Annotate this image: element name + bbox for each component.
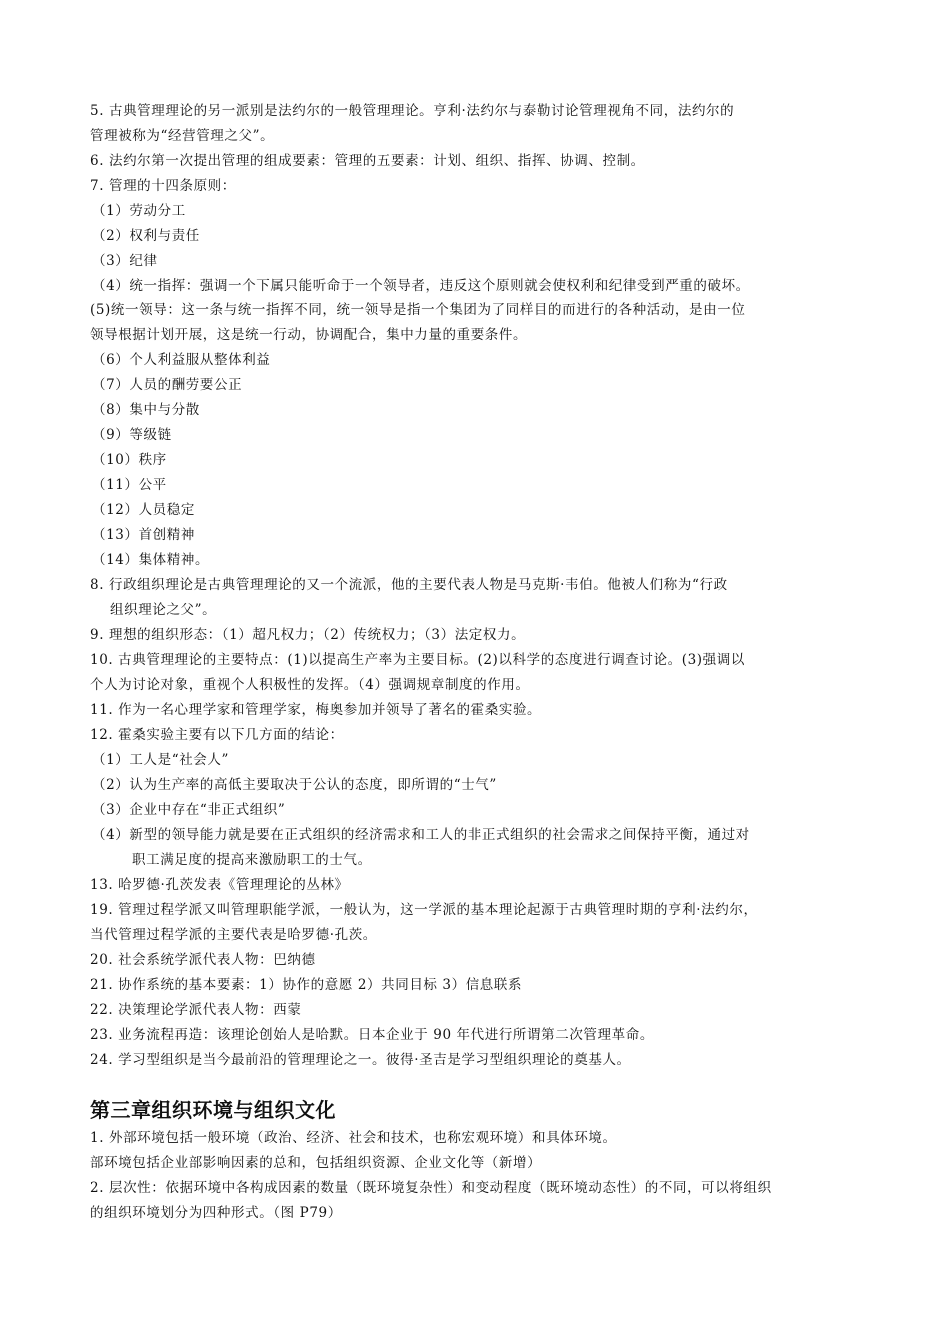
list-item: （11）公平 (92, 477, 167, 493)
text-line: 22. 决策理论学派代表人物：西蒙 (90, 1002, 302, 1018)
text-line: 部环境包括企业部影响因素的总和，包括组织资源、企业文化等（新增） (90, 1155, 542, 1171)
text-line: 职工满足度的提高来激励职工的士气。 (132, 852, 372, 868)
list-item: （12）人员稳定 (92, 502, 195, 518)
list-item: （7）人员的酬劳要公正 (92, 377, 243, 393)
list-item: （1）劳动分工 (92, 203, 186, 219)
list-item: （3）企业中存在“非正式组织” (92, 802, 286, 818)
list-item: （1）工人是“社会人” (92, 752, 229, 768)
list-item: （13）首创精神 (92, 527, 195, 543)
text-line: 1. 外部环境包括一般环境（政治、经济、社会和技术，也称宏观环境）和具体环境。 (90, 1130, 617, 1146)
list-item: （14）集体精神。 (92, 552, 210, 568)
list-item: （2）权利与责任 (92, 228, 200, 244)
text-line: 当代管理过程学派的主要代表是哈罗德·孔茨。 (90, 927, 377, 943)
text-line: 10. 古典管理理论的主要特点：(1)以提高生产率为主要目标。(2)以科学的态度进行调查讨论。(3)强调以 (90, 652, 745, 668)
list-item: (5)统一领导：这一条与统一指挥不同，统一领导是指一个集团为了同样目的而进行的各种活动，是由一位 (90, 302, 746, 318)
text-line: 个人为讨论对象，重视个人积极性的发挥。（4）强调规章制度的作用。 (90, 677, 530, 693)
list-item: （9）等级链 (92, 427, 172, 443)
list-item: （10）秩序 (92, 452, 167, 468)
text-line: 20. 社会系统学派代表人物：巴纳德 (90, 952, 316, 968)
text-line: 12. 霍桑实验主要有以下几方面的结论： (90, 727, 344, 743)
text-line: 管理被称为“经营管理之父”。 (90, 128, 275, 144)
chapter-title: 第三章组织环境与组织文化 (90, 1098, 336, 1122)
list-item: （8）集中与分散 (92, 402, 200, 418)
text-line: 8. 行政组织理论是古典管理理论的又一个流派，他的主要代表人物是马克斯·韦伯。他被人们称为“行政 (90, 577, 728, 593)
list-item: （2）认为生产率的高低主要取决于公认的态度，即所谓的“士气” (92, 777, 497, 793)
text-line: 11. 作为一名心理学家和管理学家，梅奥参加并领导了著名的霍桑实验。 (90, 702, 542, 718)
text-line: 21. 协作系统的基本要素：1）协作的意愿 2）共同目标 3）信息联系 (90, 977, 523, 993)
text-line: 6. 法约尔第一次提出管理的组成要素：管理的五要素：计划、组织、指挥、协调、控制。 (90, 153, 645, 169)
text-line: 13. 哈罗德·孔茨发表《管理理论的丛林》 (90, 877, 349, 893)
list-item: （3）纪律 (92, 253, 158, 269)
list-item: （6）个人利益服从整体利益 (92, 352, 271, 368)
list-item: （4）新型的领导能力就是要在正式组织的经济需求和工人的非正式组织的社会需求之间保持平衡，通过对 (92, 827, 750, 843)
text-line: 24. 学习型组织是当今最前沿的管理理论之一。彼得·圣吉是学习型组织理论的奠基人。 (90, 1052, 631, 1068)
text-line: 7. 管理的十四条原则： (90, 178, 236, 194)
text-line: 19. 管理过程学派又叫管理职能学派，一般认为，这一学派的基本理论起源于古典管理时期的亨利·法约尔， (90, 902, 758, 918)
text-line: 2. 层次性：依据环境中各构成因素的数量（既环境复杂性）和变动程度（既环境动态性）的不同，可以将组织 (90, 1180, 772, 1196)
text-line: 9. 理想的组织形态：（1）超凡权力；（2）传统权力；（3）法定权力。 (90, 627, 526, 643)
text-line: 组织理论之父”。 (110, 602, 217, 618)
text-line: 23. 业务流程再造：该理论创始人是哈默。日本企业于 90 年代进行所谓第二次管理革命。 (90, 1027, 654, 1043)
text-line: 的组织环境划分为四种形式。（图 P79） (90, 1205, 342, 1221)
text-line: 5. 古典管理理论的另一派别是法约尔的一般管理理论。亨利·法约尔与泰勒讨论管理视角不同，法约尔的 (90, 103, 735, 119)
text-line: 领导根据计划开展，这是统一行动，协调配合，集中力量的重要条件。 (90, 327, 528, 343)
list-item: （4）统一指挥：强调一个下属只能听命于一个领导者，违反这个原则就会使权利和纪律受到严重的破坏。 (92, 278, 750, 294)
